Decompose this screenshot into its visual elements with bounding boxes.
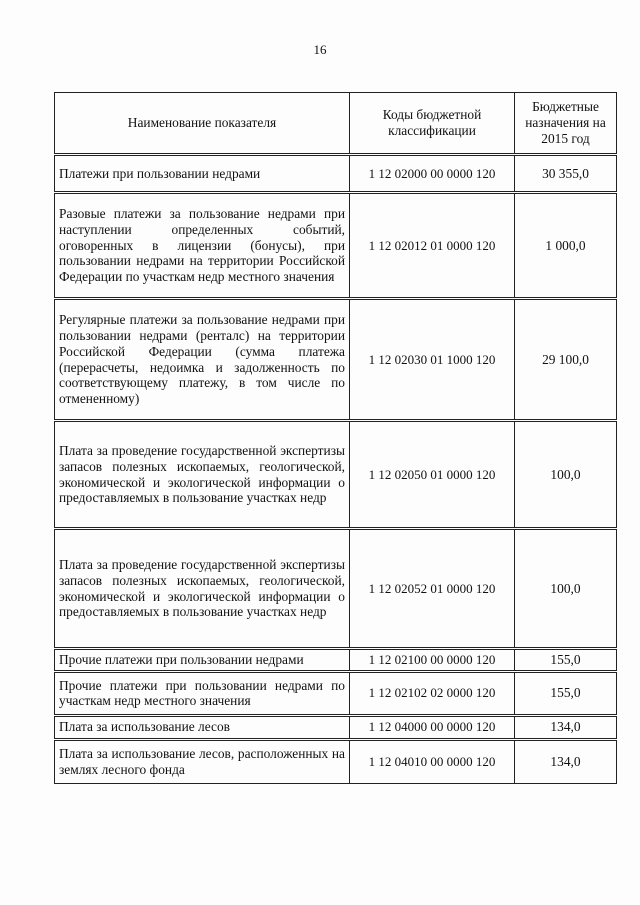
row-value: 100,0	[515, 421, 617, 529]
row-code: 1 12 02030 01 1000 120	[350, 299, 515, 421]
row-name: Прочие платежи при пользовании недрами	[55, 649, 350, 672]
row-value: 155,0	[515, 671, 617, 715]
row-name: Плата за использование лесов, расположенных на землях лесного фонда	[55, 739, 350, 783]
row-code: 1 12 02052 01 0000 120	[350, 529, 515, 649]
row-code: 1 12 02102 02 0000 120	[350, 671, 515, 715]
row-code: 1 12 02100 00 0000 120	[350, 649, 515, 672]
table-row	[55, 299, 617, 421]
row-name: Платежи при пользовании недрами	[55, 155, 350, 193]
row-value: 100,0	[515, 529, 617, 649]
row-code: 1 12 02012 01 0000 120	[350, 193, 515, 299]
page-number: 16	[313, 42, 327, 57]
row-name: Прочие платежи при пользовании недрами по участкам недр местного значения	[55, 671, 350, 715]
table-row	[55, 649, 617, 672]
row-name: Регулярные платежи за пользование недрами при пользовании недрами (ренталс) на территории Российской Федерации (сумма платежа (перерасчеты, недоимка и задолженность по соответствующему платежу, в том числе по отмененному)	[55, 299, 350, 421]
row-value: 29 100,0	[515, 299, 617, 421]
row-code: 1 12 02000 00 0000 120	[350, 155, 515, 193]
header-budget-allocation: Бюджетные назначения на 2015 год	[515, 93, 617, 155]
row-name: Плата за использование лесов	[55, 715, 350, 739]
header-indicator-name: Наименование показателя	[55, 93, 350, 155]
row-value: 134,0	[515, 715, 617, 739]
row-code: 1 12 04010 00 0000 120	[350, 739, 515, 783]
table-row	[55, 421, 617, 529]
row-value: 134,0	[515, 739, 617, 783]
table-row	[55, 715, 617, 739]
row-value: 1 000,0	[515, 193, 617, 299]
table-row	[55, 529, 617, 649]
row-code: 1 12 04000 00 0000 120	[350, 715, 515, 739]
row-value: 155,0	[515, 649, 617, 672]
row-name: Плата за проведение государственной экспертизы запасов полезных ископаемых, геологической, экономической и экологической информации о предоставляемых в пользование участках недр	[55, 421, 350, 529]
row-value: 30 355,0	[515, 155, 617, 193]
row-name: Разовые платежи за пользование недрами при наступлении определенных событий, оговоренных в лицензии (бонусы), при пользовании недрами на территории Российской Федерации по участкам недр местного значения	[55, 193, 350, 299]
table-row	[55, 193, 617, 299]
row-code: 1 12 02050 01 0000 120	[350, 421, 515, 529]
header-budget-code: Коды бюджетной классификации	[350, 93, 515, 155]
table-row	[55, 671, 617, 715]
table-row	[55, 155, 617, 193]
row-name: Плата за проведение государственной экспертизы запасов полезных ископаемых, геологической, экономической и экологической информации о предоставляемых в пользование участках недр	[55, 529, 350, 649]
table-row	[55, 739, 617, 783]
table-header-row	[55, 93, 617, 155]
budget-table	[54, 92, 617, 784]
